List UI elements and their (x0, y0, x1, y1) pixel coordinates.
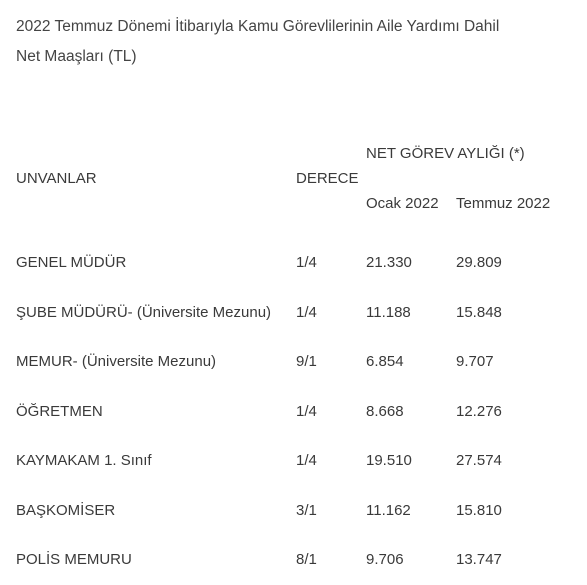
row-grade-cell: 1/4 (296, 303, 317, 321)
table-row (16, 387, 581, 437)
row-july-cell: 29.809 (456, 254, 502, 272)
row-title-cell: POLİS MEMURU (16, 551, 132, 569)
table-row (16, 486, 581, 536)
page-title (16, 12, 576, 72)
row-january-cell: 19.510 (366, 452, 412, 470)
title-line-2: Net Maaşları (TL) (16, 48, 137, 65)
table-row (16, 436, 581, 486)
table-row (16, 337, 581, 387)
row-grade-cell: 1/4 (296, 452, 317, 470)
row-january-cell: 8.668 (366, 402, 404, 420)
table-body (16, 238, 581, 585)
row-january-cell: 11.162 (366, 501, 411, 519)
table-header-row (16, 140, 581, 166)
row-grade-cell: 3/1 (296, 501, 317, 519)
table-row (16, 535, 581, 585)
row-title-cell: MEMUR- (Üniversite Mezunu) (16, 353, 217, 371)
table-row (16, 288, 581, 338)
table-row (16, 238, 581, 288)
row-july-cell: 15.848 (456, 303, 502, 321)
header-title-column: UNVANLAR (16, 169, 97, 187)
header-july-column: Temmuz 2022 (456, 194, 551, 212)
row-july-cell: 13.747 (456, 551, 502, 569)
row-title-cell: ÖĞRETMEN (16, 402, 103, 420)
row-january-cell: 11.188 (366, 303, 411, 321)
row-grade-cell: 1/4 (296, 402, 317, 420)
row-title-cell: KAYMAKAM 1. Sınıf (16, 452, 152, 470)
row-grade-cell: 1/4 (296, 254, 317, 272)
row-january-cell: 9.706 (366, 551, 404, 569)
row-title-cell: ŞUBE MÜDÜRÜ- (Üniversite Mezunu) (16, 303, 272, 321)
row-july-cell: 15.810 (456, 501, 502, 519)
salary-table (16, 140, 581, 585)
row-january-cell: 6.854 (366, 353, 404, 371)
row-title-cell: GENEL MÜDÜR (16, 254, 127, 272)
header-net-salary-group: NET GÖREV AYLIĞI (*) (366, 144, 525, 162)
row-grade-cell: 8/1 (296, 551, 317, 569)
row-july-cell: 9.707 (456, 353, 494, 371)
header-january-column: Ocak 2022 (366, 194, 439, 212)
row-july-cell: 27.574 (456, 452, 502, 470)
row-january-cell: 21.330 (366, 254, 412, 272)
row-title-cell: BAŞKOMİSER (16, 501, 116, 519)
row-grade-cell: 9/1 (296, 353, 317, 371)
header-grade-column: DERECE (296, 169, 359, 187)
row-july-cell: 12.276 (456, 402, 502, 420)
title-line-1: 2022 Temmuz Dönemi İtibarıyla Kamu Görevlilerinin Aile Yardımı Dahil (16, 18, 500, 35)
